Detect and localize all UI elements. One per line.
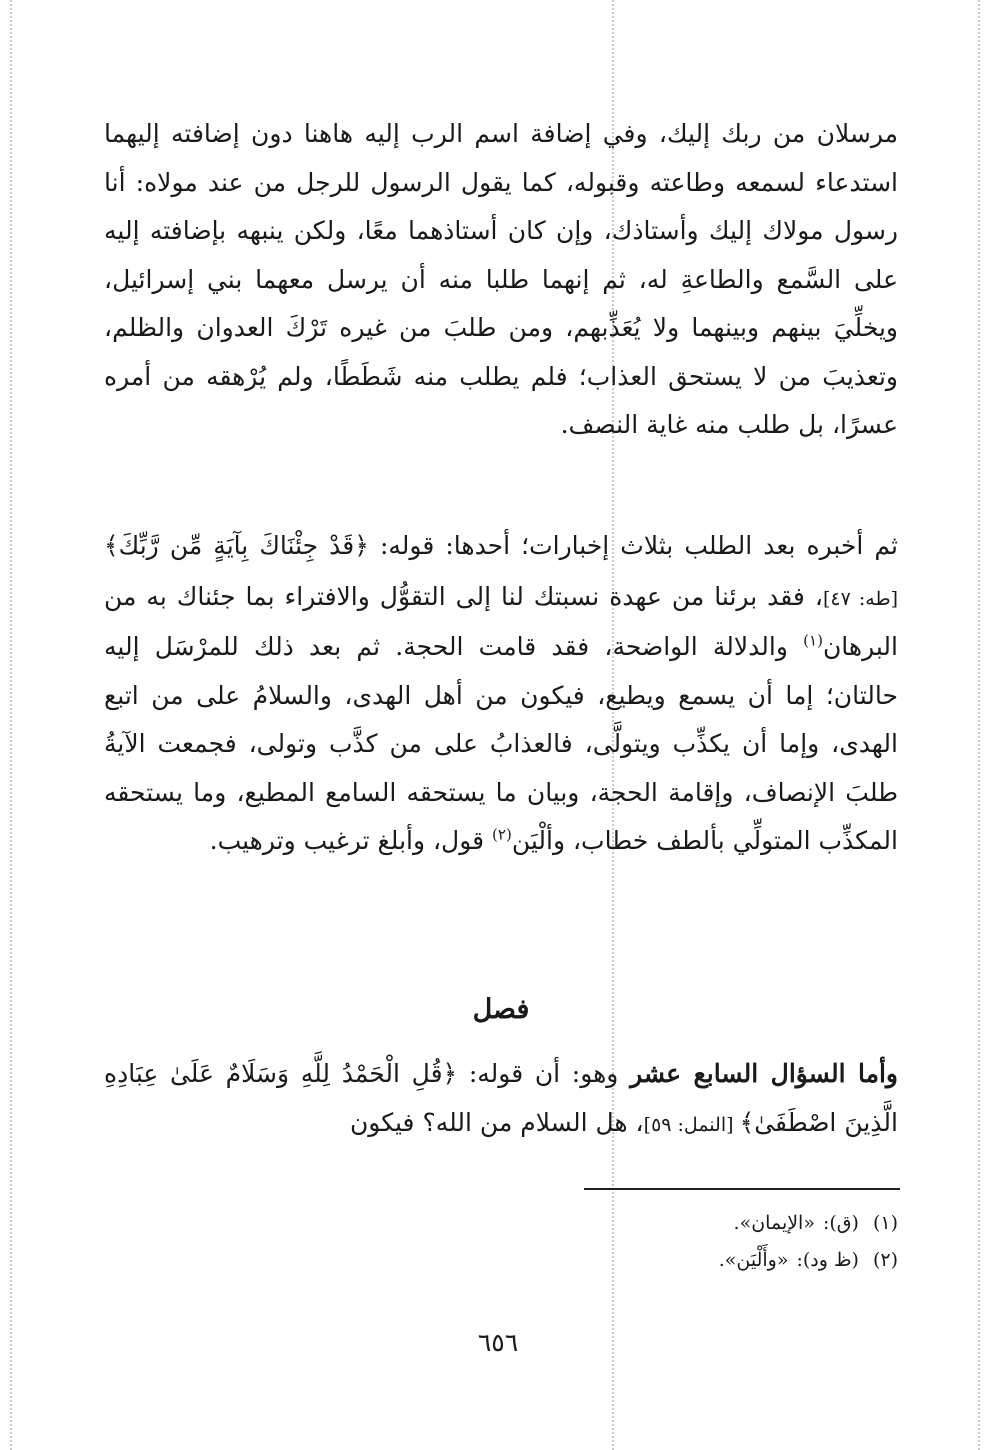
footnote-2-text: «وأَلْيَن». bbox=[718, 1249, 789, 1271]
paragraph-3 bbox=[104, 1050, 898, 1149]
paragraph-2-part-2: ، فقد برئنا من عهدة نسبتك لنا إلى التقوُّل والافتراء بما جئناك به من البرهان bbox=[104, 581, 898, 661]
footnote-2-number: (٢) bbox=[872, 1249, 898, 1271]
footnote-1-text: «الإيمان». bbox=[733, 1212, 815, 1234]
paragraph-2-part-3: والدلالة الواضحة، فقد قامت الحجة. ثم بعد ذلك للمرْسَل إليه حالتان؛ إما أن يسمع ويطيع، فيكون من أهل الهدى، والسلامُ على من اتبع الهدى، وإما أن يكذِّب ويتولَّى، فالعذابُ على من كذَّب وتولى، فجمعت الآيةُ طلبَ الإنصاف، وإقامة الحجة، وبيان ما يستحقه السامع المطيع، وما يستحقه المكذِّب المتولِّي بألطف خطاب، وألْيَن bbox=[104, 632, 898, 855]
quran-verse-taha: ﴿قَدْ جِئْنَاكَ بِآيَةٍ مِّن رَّبِّكَ﴾ bbox=[104, 531, 369, 560]
paragraph-3-part-2: ، هل السلام من الله؟ فيكون bbox=[349, 1107, 644, 1137]
section-heading: فصل bbox=[472, 994, 530, 1025]
paragraph-3-text bbox=[104, 1050, 898, 1149]
footnote-2 bbox=[104, 1242, 898, 1279]
footnote-1-source: (ق): bbox=[822, 1212, 859, 1234]
paragraph-2-part-4: قول، وأبلغ ترغيب وترهيب. bbox=[209, 826, 493, 855]
paragraph-2 bbox=[104, 522, 898, 866]
paragraph-3-lead: وأما السؤال السابع عشر bbox=[630, 1059, 898, 1088]
paragraph-2-text bbox=[104, 522, 898, 866]
paragraph-1-text: مرسلان من ربك إليك، وفي إضافة اسم الرب إليه هاهنا دون إضافته إليهما استدعاء لسمعه وطاعته وقبوله، كما يقول الرسول للرجل من عند مولاه: أنا رسول مولاك إليك وأستاذك، وإن كان أستاذهما معًا، ولكن ينبهه بإضافته إليه على السَّمع والطاعةِ له، ثم إنهما طلبا منه أن يرسل معهما بني إسرائيل، ويخلِّيَ بينهم وبينهما ولا يُعَذِّبهم، ومن طلبَ من غيره تَرْكَ العدوان والظلم، وتعذيبَ من لا يستحق العذاب؛ فلم يطلب منه شَطَطًا، ولم يُرْهقه من أمره عسرًا، بل طلب منه غاية النصف. bbox=[104, 119, 898, 439]
paragraph-1 bbox=[104, 110, 898, 450]
footnote-1 bbox=[104, 1205, 898, 1242]
footnote-separator bbox=[584, 1188, 900, 1190]
scan-artifact bbox=[978, 0, 980, 1450]
paragraph-2-part-1: ثم أخبره بعد الطلب بثلاث إخبارات؛ أحدها: قوله: bbox=[368, 531, 898, 560]
footnote-2-source: (ظ ود): bbox=[796, 1249, 859, 1271]
page-number: ٦٥٦ bbox=[477, 1328, 519, 1357]
footnote-marker-2[interactable]: (٢) bbox=[492, 825, 512, 844]
verse-reference-taha: [طه: ٤٧] bbox=[822, 587, 898, 610]
footnote-1-number: (١) bbox=[872, 1212, 898, 1234]
verse-reference-naml: [النمل: ٥٩] bbox=[643, 1113, 740, 1136]
quran-verse-naml: ﴿قُلِ الْحَمْدُ لِلَّهِ وَسَلَامٌ عَلَىٰ عِبَادِهِ الَّذِينَ اصْطَفَىٰ﴾ bbox=[104, 1059, 898, 1137]
scan-artifact bbox=[10, 0, 12, 1450]
footnotes bbox=[104, 1205, 898, 1279]
paragraph-3-part-1: وهو: أن قوله: bbox=[457, 1059, 631, 1088]
footnote-marker-1[interactable]: (١) bbox=[803, 631, 823, 650]
